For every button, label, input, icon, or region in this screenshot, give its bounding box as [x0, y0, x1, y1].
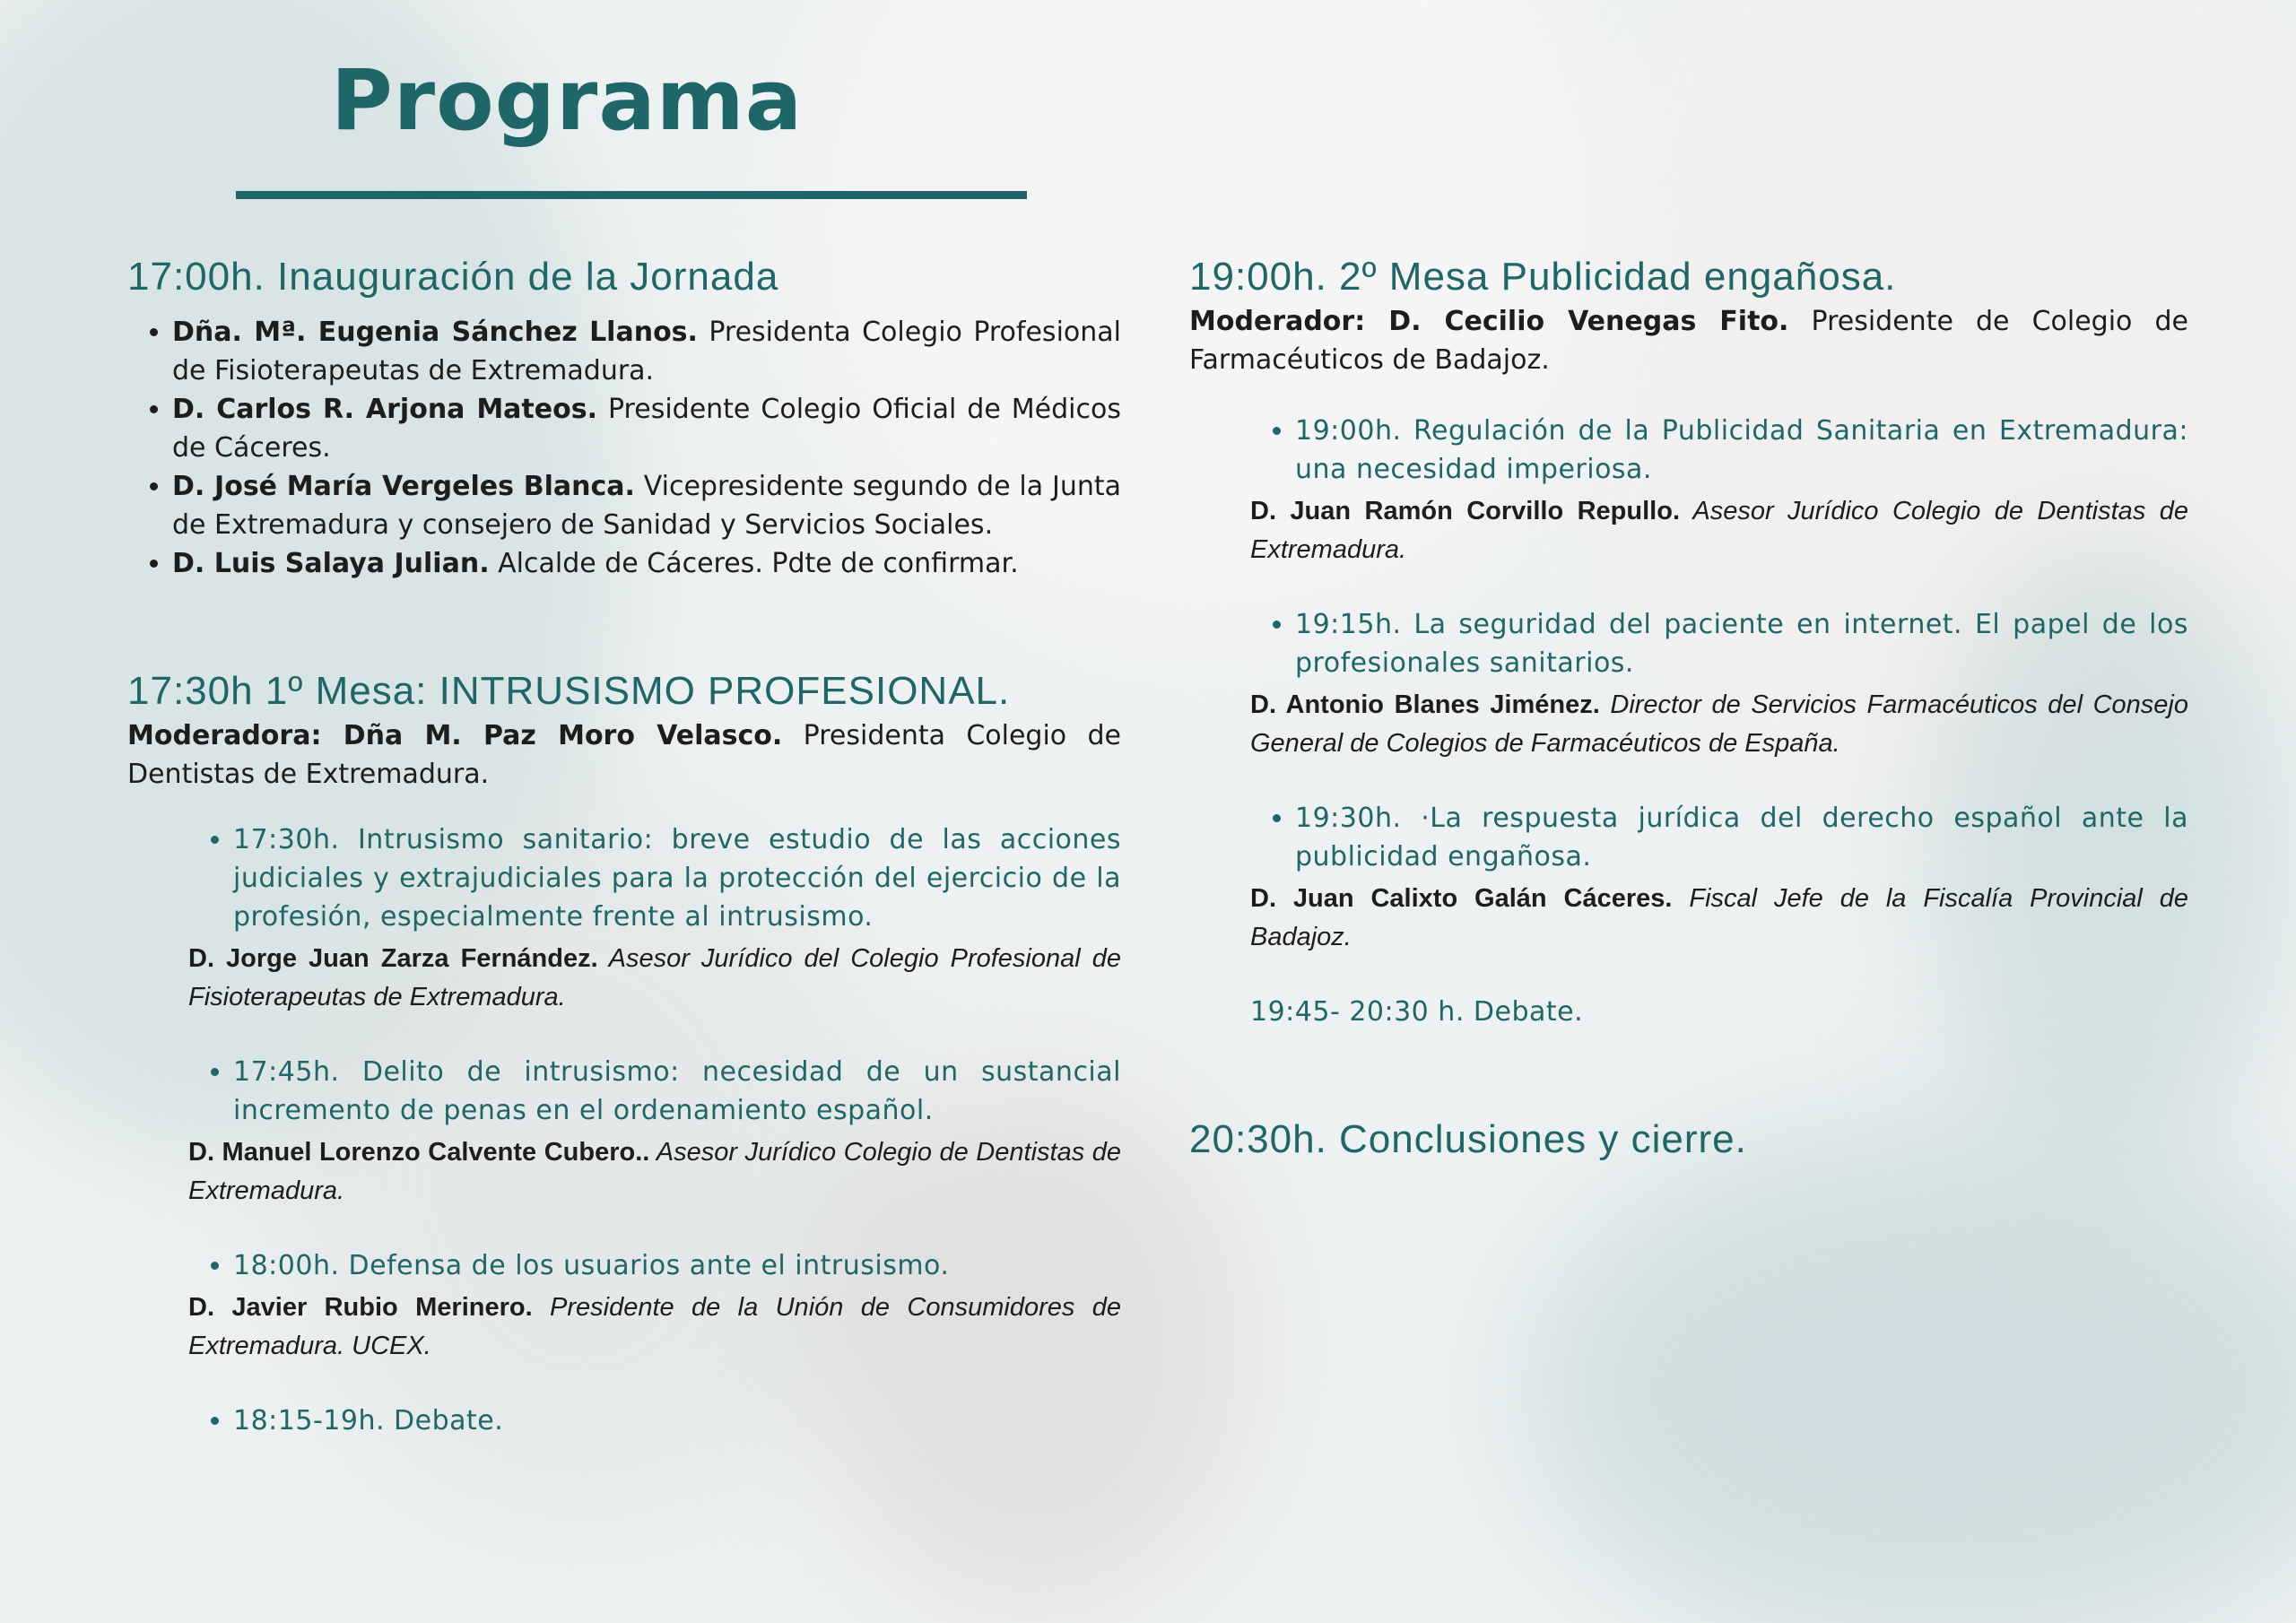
talk-topic: • 19:30h. ·La respuesta jurídica del derecho español ante la publicidad engañosa.: [1295, 799, 2188, 876]
debate-block: [1250, 993, 2188, 1031]
list-item: • D. Luis Salaya Julian. Alcalde de Cáceres. Pdte de confirmar.: [172, 544, 1121, 583]
talk-block: [1250, 605, 2188, 763]
talk-speaker: D. Javier Rubio Merinero. Presidente de la Unión de Consumidores de Extremadura. UCEX.: [188, 1293, 1121, 1361]
talk-topic: • 17:45h. Delito de intrusismo: necesidad de un sustancial incremento de penas en el ordenamiento español.: [233, 1053, 1121, 1130]
debate-text: • 18:15-19h. Debate.: [233, 1402, 1121, 1440]
page-title: Programa: [330, 52, 804, 150]
left-column: [127, 251, 1121, 1440]
section-heading-mesa-2: 19:00h. 2º Mesa Publicidad engañosa.: [1189, 255, 1897, 299]
talk-block: [188, 1053, 1121, 1211]
list-item: • D. Carlos R. Arjona Mateos. Presidente Colegio Oficial de Médicos de Cáceres.: [172, 390, 1121, 467]
talk-block: [188, 1246, 1121, 1366]
list-item: • Dña. Mª. Eugenia Sánchez Llanos. Presidenta Colegio Profesional de Fisioterapeutas de Extremadura.: [172, 313, 1121, 390]
moderator-text: Moderador: D. Cecilio Venegas Fito. Presidente de Colegio de Farmacéuticos de Badajoz.: [1189, 306, 2188, 377]
list-item: • D. José María Vergeles Blanca. Vicepresidente segundo de la Junta de Extremadura y consejero de Sanidad y Servicios Sociales.: [172, 467, 1121, 544]
talk-block: [1250, 799, 2188, 957]
talk-speaker: D. Juan Ramón Corvillo Repullo. Asesor Jurídico Colegio de Dentistas de Extremadura.: [1250, 497, 2188, 565]
talk-block: [188, 820, 1121, 1017]
section-heading-conclusiones: 20:30h. Conclusiones y cierre.: [1189, 1117, 1747, 1162]
section-heading-mesa-1: 17:30h 1º Mesa: INTRUSISMO PROFESIONAL.: [127, 669, 1011, 714]
talk-speaker: D. Jorge Juan Zarza Fernández. Asesor Jurídico del Colegio Profesional de Fisioterapeutas de Extremadura.: [188, 944, 1121, 1012]
talk-speaker: D. Juan Calixto Galán Cáceres. Fiscal Jefe de la Fiscalía Provincial de Badajoz.: [1250, 884, 2188, 952]
section-heading-inauguracion: 17:00h. Inauguración de la Jornada: [127, 255, 779, 299]
title-underline: [236, 191, 1027, 199]
inauguration-speakers-list: [127, 313, 1121, 583]
talk-topic: • 19:00h. Regulación de la Publicidad Sanitaria en Extremadura: una necesidad imperiosa.: [1295, 412, 2188, 489]
moderator-text: Moderadora: Dña M. Paz Moro Velasco. Presidenta Colegio de Dentistas de Extremadura.: [127, 720, 1121, 791]
talk-block: [1250, 412, 2188, 569]
talk-speaker: D. Manuel Lorenzo Calvente Cubero.. Asesor Jurídico Colegio de Dentistas de Extremadura.: [188, 1138, 1121, 1206]
talk-topic: • 19:15h. La seguridad del paciente en internet. El papel de los profesionales sanitarios.: [1295, 605, 2188, 682]
talk-speaker: D. Antonio Blanes Jiménez. Director de Servicios Farmacéuticos del Consejo General de Colegios de Farmacéuticos de España.: [1250, 690, 2188, 759]
talk-topic: • 17:30h. Intrusismo sanitario: breve estudio de las acciones judiciales y extrajudiciales para la protección del ejercicio de la profesión, especialmente frente al intrusismo.: [233, 820, 1121, 936]
talk-topic: • 18:00h. Defensa de los usuarios ante el intrusismo.: [233, 1246, 1121, 1285]
debate-text: 19:45- 20:30 h. Debate.: [1250, 996, 1584, 1028]
right-column: [1189, 251, 2188, 1165]
debate-block: [188, 1402, 1121, 1440]
